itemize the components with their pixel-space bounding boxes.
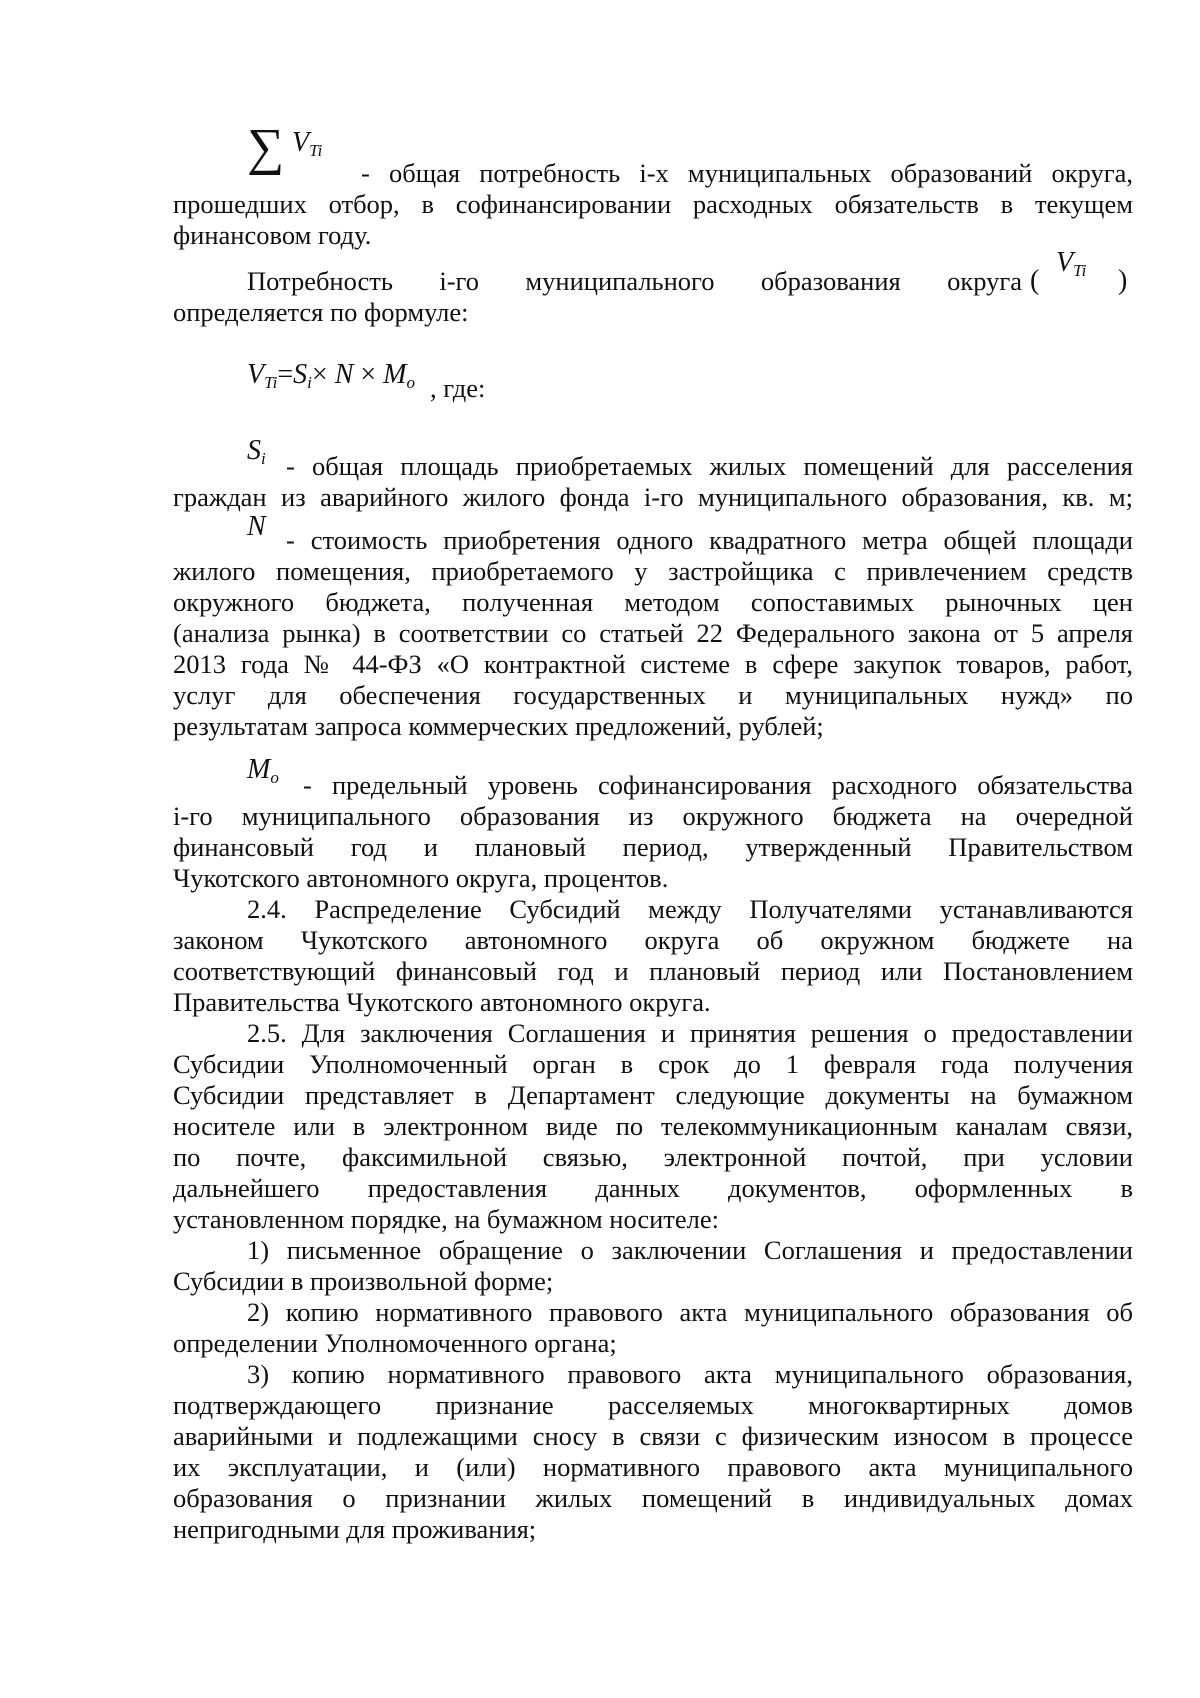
ti-subscript: Ti	[309, 141, 323, 160]
times-sign: ×	[360, 359, 377, 390]
text-line: определении Уполномоченного органа;	[173, 1328, 617, 1358]
text-line: окружного бюджета, полученная методом сопоставимых рыночных цен	[173, 587, 1133, 617]
text-line: аварийными и подлежащими сносу в связи с физическим износом в процессе	[173, 1421, 1133, 1451]
text-line: i-го муниципального образования из окружного бюджета на очередной	[173, 801, 1133, 831]
text-line: , где:	[430, 373, 486, 403]
text-line: финансовый год и плановый период, утвержденный Правительством	[173, 832, 1133, 862]
m-symbol: M	[383, 359, 407, 390]
formula-m-o	[247, 755, 279, 785]
text-line: Субсидии представляет в Департамент следующие документы на бумажном	[173, 1080, 1133, 1110]
text-line: жилого помещения, приобретаемого у застройщика с привлечением средств	[173, 556, 1133, 586]
open-paren: (	[1030, 265, 1040, 296]
sum-symbol: ∑	[247, 119, 285, 176]
formula-s-i	[247, 436, 266, 466]
equals-sign: =	[277, 359, 294, 390]
times-sign: ×	[311, 359, 328, 390]
text-line: 2) копию нормативного правового акта муниципального образования об	[247, 1297, 1133, 1327]
text-line: Субсидии Уполномоченный орган в срок до 1 февраля года получения	[173, 1049, 1133, 1079]
text-line: законом Чукотского автономного округа об окружном бюджете на	[173, 925, 1133, 955]
text-line: - предельный уровень софинансирования расходного обязательства	[303, 770, 1133, 800]
text-line: - общая площадь приобретаемых жилых помещений для расселения	[286, 451, 1133, 481]
text-line: образования о признании жилых помещений в индивидуальных домах	[173, 1483, 1133, 1513]
text-line: результатам запроса коммерческих предложений, рублей;	[173, 711, 824, 741]
n-symbol: N	[334, 359, 354, 390]
text-line: - общая потребность i-х муниципальных образований округа,	[361, 158, 1133, 188]
ti-subscript: Ti	[264, 373, 278, 392]
o-subscript: o	[406, 373, 415, 392]
text-line: определяется по формуле:	[173, 297, 469, 327]
text-line: - стоимость приобретения одного квадратного метра общей площади	[286, 525, 1133, 555]
text-line: 3) копию нормативного правового акта муниципального образования,	[247, 1359, 1133, 1389]
text-line: дальнейшего предоставления данных документов, оформленных в	[173, 1173, 1133, 1203]
text-line: Чукотского автономного округа, процентов.	[173, 863, 669, 893]
text-line: Субсидии в произвольной форме;	[173, 1266, 554, 1296]
text-line: непригодными для проживания;	[173, 1514, 537, 1544]
formula-v-ti-inline	[1056, 248, 1086, 278]
text-line: по почте, факсимильной связью, электронной почтой, при условии	[173, 1142, 1133, 1172]
text-line: (анализа рынка) в соответствии со статьей 22 Федерального закона от 5 апреля	[173, 618, 1133, 648]
ti-subscript: Ti	[1073, 261, 1087, 280]
text-line: 2013 года № 44-ФЗ «О контрактной системе в сфере закупок товаров, работ,	[173, 649, 1133, 679]
text-line: подтверждающего признание расселяемых многоквартирных домов	[173, 1390, 1133, 1420]
text-line: финансовом году.	[173, 220, 372, 250]
text-line: услуг для обеспечения государственных и муниципальных нужд» по	[173, 680, 1133, 710]
text-line: 2.4. Распределение Субсидий между Получателями устанавливаются	[247, 894, 1133, 924]
text-line: соответствующий финансовый год и плановый период или Постановлением	[173, 956, 1133, 986]
v-symbol: V	[292, 127, 310, 158]
i-subscript: i	[307, 373, 312, 392]
text-line: прошедших отбор, в софинансировании расходных обязательств в текущем	[173, 189, 1133, 219]
close-paren: )	[1118, 265, 1128, 296]
text-line: 2.5. Для заключения Соглашения и принятия решения о предоставлении	[247, 1018, 1133, 1048]
n-symbol: N	[247, 511, 266, 542]
text-line: их эксплуатации, и (или) нормативного правового акта муниципального	[173, 1452, 1133, 1482]
text-line: граждан из аварийного жилого фонда i-го муниципального образования, кв. м;	[173, 482, 1133, 512]
v-symbol: V	[247, 359, 265, 390]
formula-n	[247, 512, 266, 542]
text-line: Потребность i-го муниципального образования округа	[247, 266, 1022, 296]
s-symbol: S	[293, 359, 308, 390]
v-symbol: V	[1056, 247, 1074, 278]
formula-v-ti-sum	[292, 128, 322, 158]
text-line: 1) письменное обращение о заключении Соглашения и предоставлении	[247, 1235, 1133, 1265]
text-line: Правительства Чукотского автономного округа.	[173, 987, 711, 1017]
text-line: носителе или в электронном виде по телекоммуникационным каналам связи,	[173, 1111, 1133, 1141]
i-subscript: i	[261, 449, 266, 468]
s-symbol: S	[247, 435, 261, 466]
o-subscript: o	[270, 768, 279, 787]
text-line: установленном порядке, на бумажном носителе:	[173, 1204, 719, 1234]
m-symbol: M	[247, 754, 271, 785]
main-formula	[247, 360, 415, 390]
